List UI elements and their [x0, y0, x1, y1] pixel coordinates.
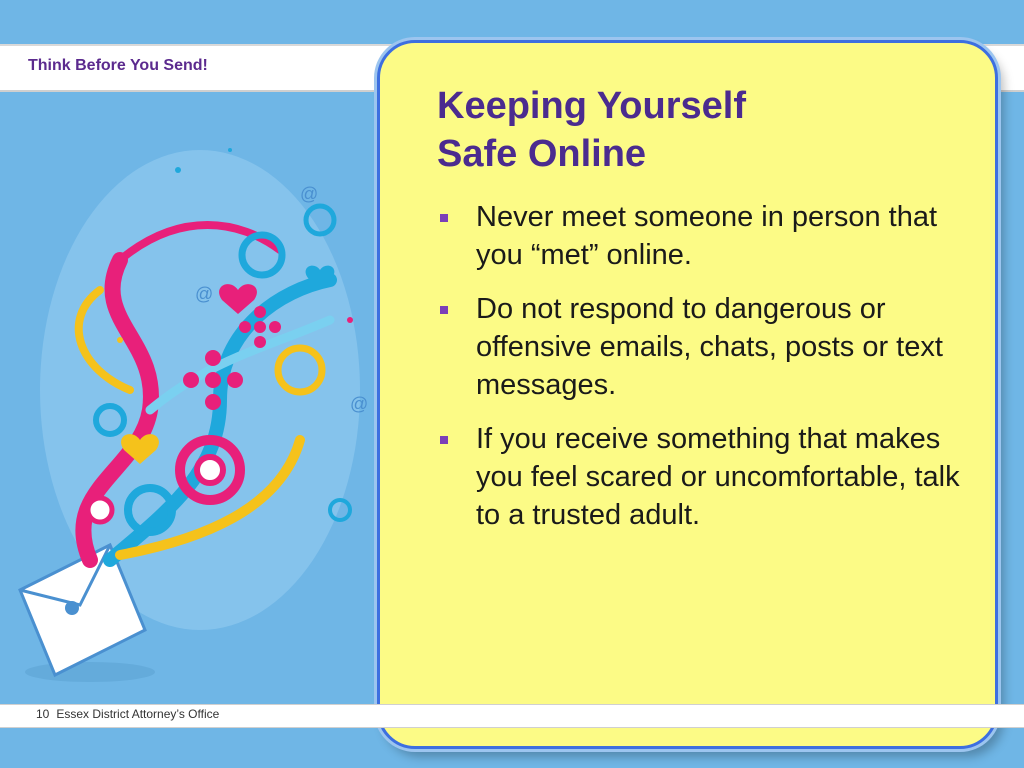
bullet-text: Never meet someone in person that you “met” online. [476, 201, 938, 271]
bullet-list [436, 198, 981, 550]
bullet-text: If you receive something that makes you feel scared or uncomfortable, talk to a trusted adult. [476, 423, 960, 531]
bullet-square-icon [440, 306, 448, 314]
slide-number: 10 [36, 707, 50, 721]
swirl-decoration [0, 90, 380, 702]
slide-title [437, 82, 957, 178]
bullet-square-icon [440, 214, 448, 222]
bullet-square-icon [440, 436, 448, 444]
list-item [436, 420, 981, 534]
slide-header-title: Think Before You Send! [28, 57, 208, 74]
svg-text:@: @ [300, 184, 319, 204]
title-line-2: Safe Online [437, 133, 647, 175]
svg-text:@: @ [350, 394, 369, 414]
list-item [436, 198, 981, 274]
svg-text:@: @ [195, 284, 214, 304]
title-line-1: Keeping Yourself [437, 85, 746, 127]
footer-organization: Essex District Attorney’s Office [56, 707, 220, 721]
bullet-text: Do not respond to dangerous or offensive emails, chats, posts or text messages. [476, 293, 943, 401]
footer [36, 707, 219, 721]
list-item [436, 290, 981, 404]
